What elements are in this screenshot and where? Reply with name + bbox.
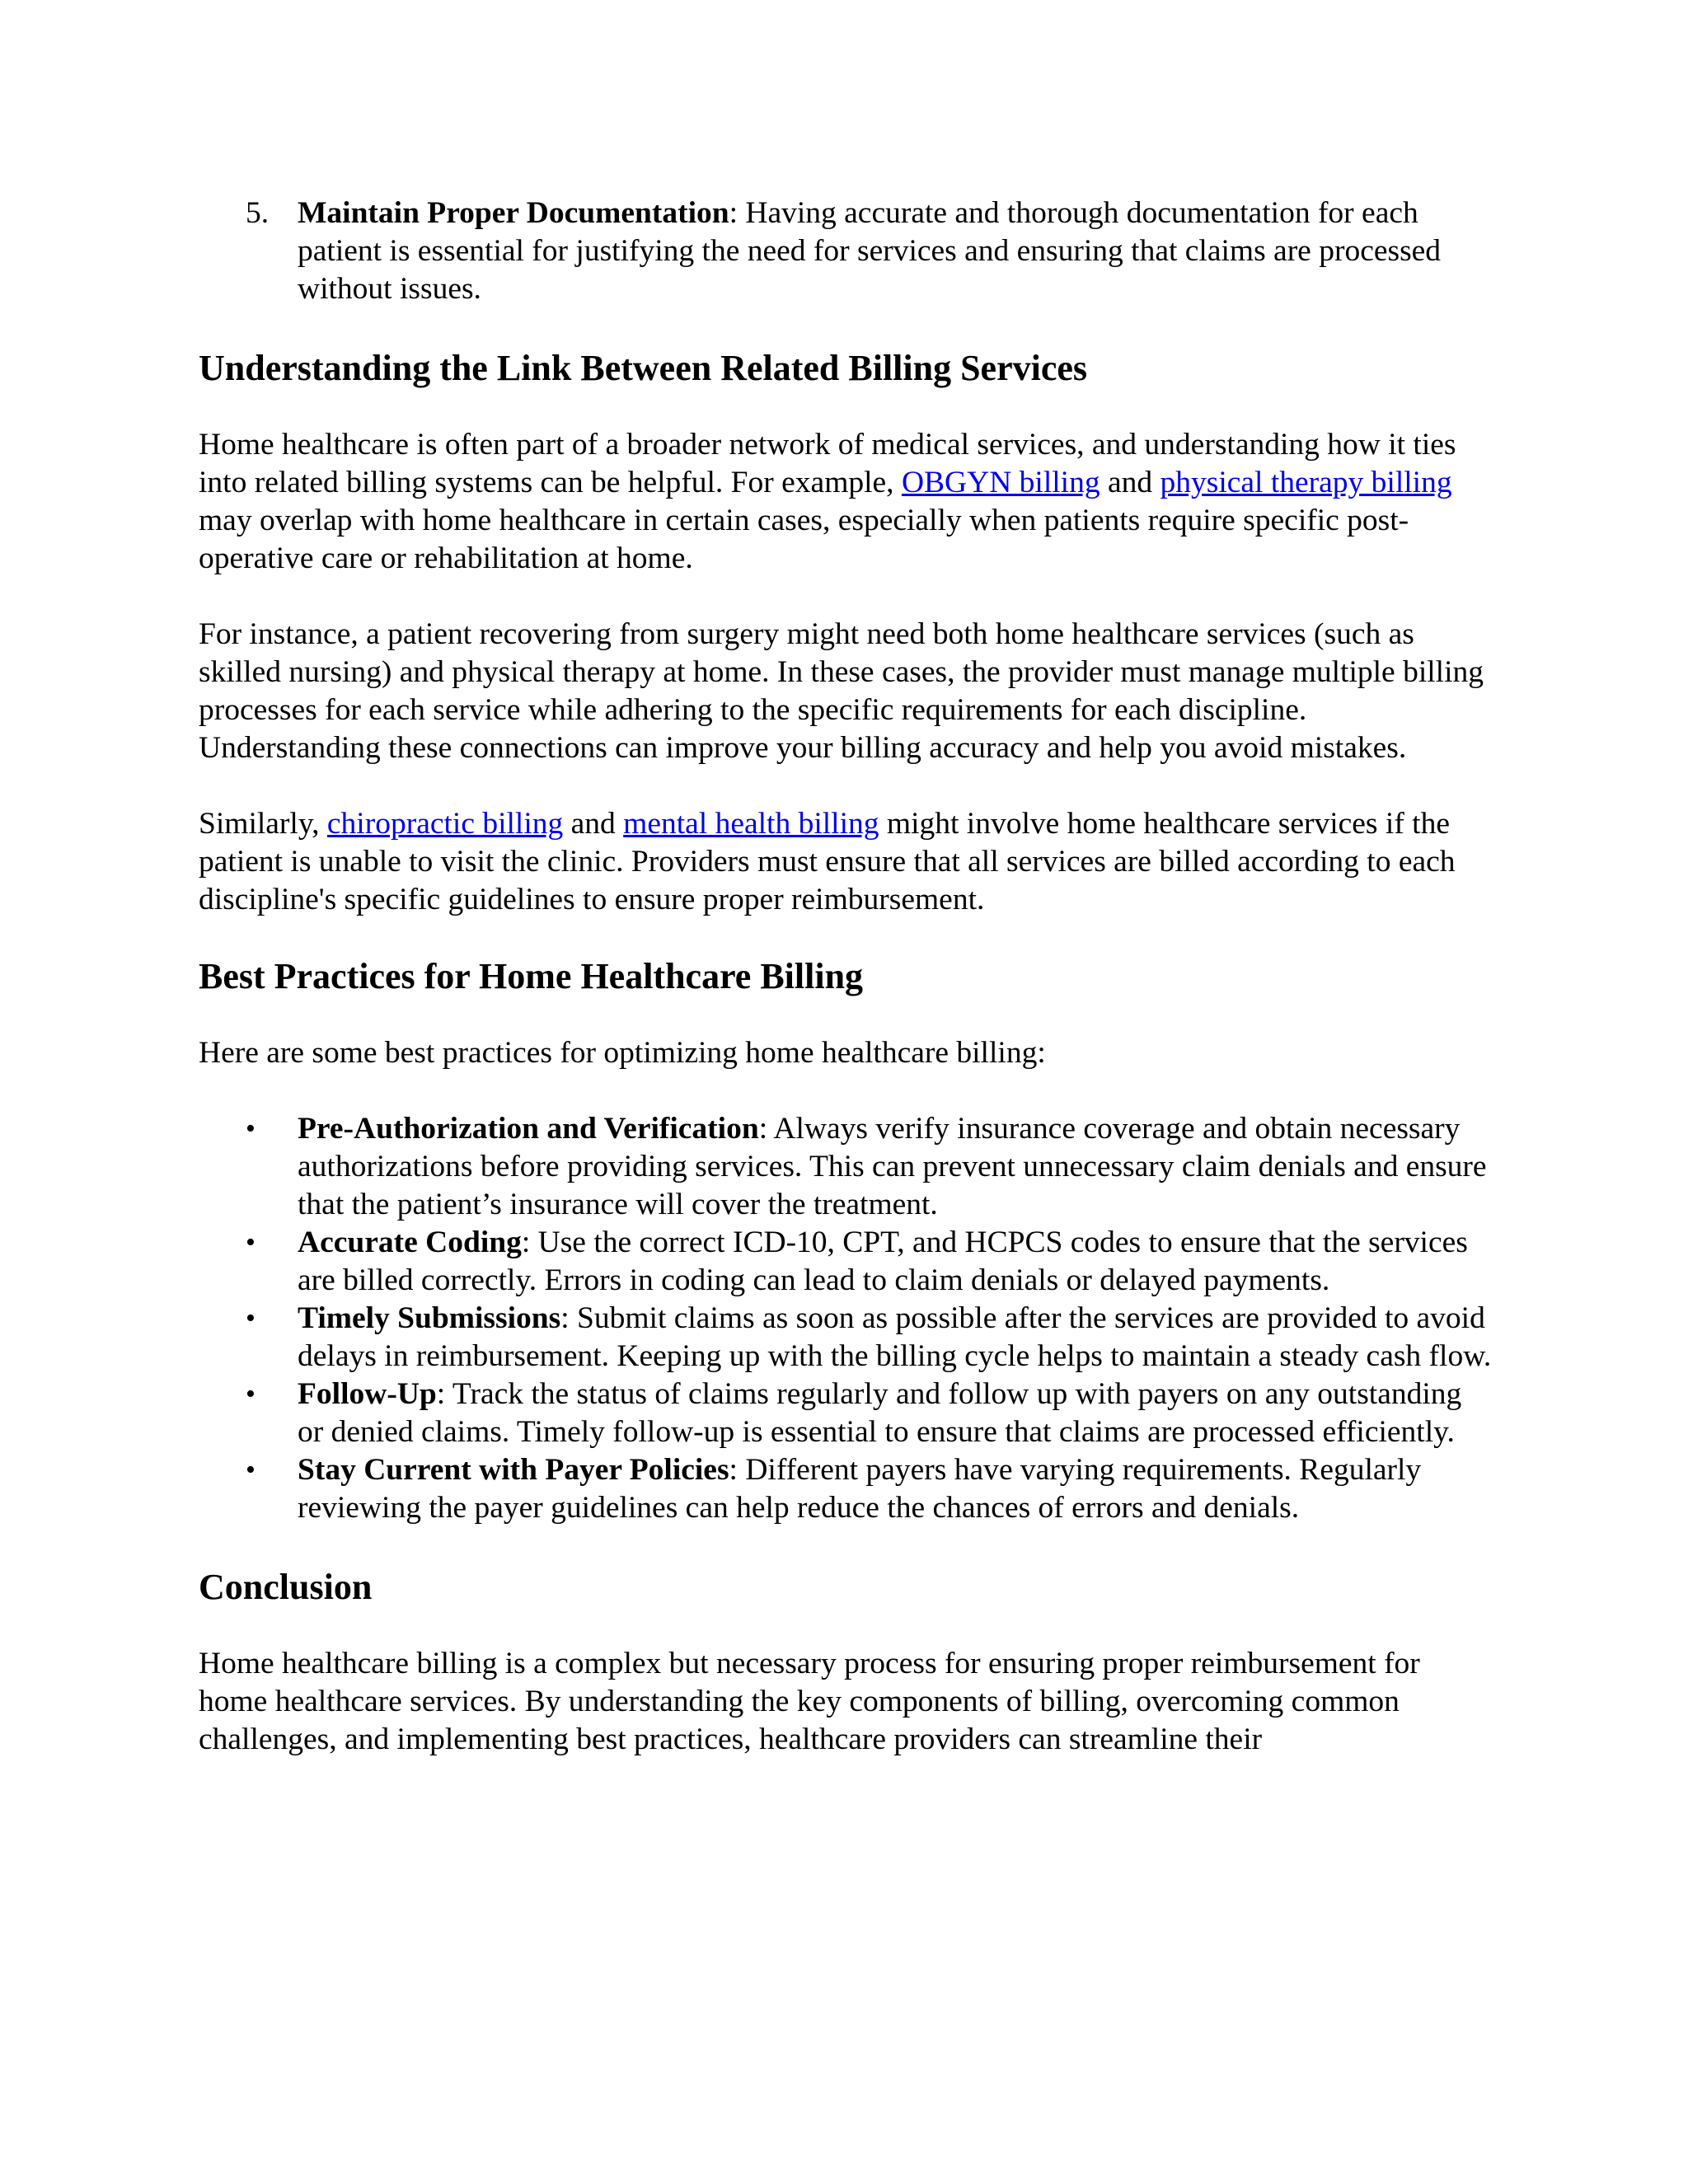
paragraph: Here are some best practices for optimizing home healthcare billing:	[199, 1036, 1046, 1070]
list-item	[199, 1224, 1493, 1300]
paragraph: Home healthcare billing is a complex but necessary process for ensuring proper reimbursement for home healthcare services. By understanding the key components of billing, overcoming common challenges, and implementing best practices, healthcare providers can streamline their	[199, 1647, 1420, 1756]
list-item-title: Maintain Proper Documentation	[298, 196, 729, 230]
bullet-icon: •	[246, 1379, 256, 1409]
list-item	[199, 1451, 1493, 1527]
list-item-text: : Use the correct ICD-10, CPT, and HCPCS codes to ensure that the services are billed correctly. Errors in coding can lead to claim denials or delayed payments.	[298, 1226, 1468, 1297]
paragraph-text: Similarly,	[199, 807, 327, 841]
list-item	[199, 1376, 1493, 1451]
list-item-title: Follow-Up	[298, 1377, 437, 1411]
paragraph-text: and	[563, 807, 624, 841]
list-item-text: : Submit claims as soon as possible after the services are provided to avoid delays in reimbursement. Keeping up with the billing cycle helps to maintain a steady cash flow.	[298, 1301, 1492, 1373]
bullet-icon: •	[246, 1113, 256, 1144]
bullet-list	[199, 1110, 1493, 1527]
paragraph	[199, 805, 1493, 919]
paragraph	[199, 426, 1493, 578]
mental-health-billing-link[interactable]: mental health billing	[623, 807, 879, 841]
section-heading-best-practices: Best Practices for Home Healthcare Billing	[199, 956, 864, 996]
list-item-text: : Always verify insurance coverage and obtain necessary authorizations before providing services. This can prevent unnecessary claim denials and ensure that the patient’s insurance will cover the treatment.	[298, 1112, 1487, 1221]
physical-therapy-billing-link[interactable]: physical therapy billing	[1160, 466, 1452, 499]
list-item-text: : Track the status of claims regularly and follow up with payers on any outstanding or denied claims. Timely follow-up is essential to ensure that claims are processed efficiently.	[298, 1377, 1462, 1449]
list-item	[199, 194, 1493, 308]
paragraph-text: and	[1100, 466, 1160, 499]
list-item-title: Stay Current with Payer Policies	[298, 1453, 729, 1487]
list-item-title: Timely Submissions	[298, 1301, 561, 1335]
obgyn-billing-link[interactable]: OBGYN billing	[901, 466, 1100, 499]
paragraph-text: might involve home healthcare services if the patient is unable to visit the clinic. Providers must ensure that all services are billed according to each discipline's specific guidelines to ensure proper reimbursement.	[199, 807, 1456, 916]
paragraph: For instance, a patient recovering from surgery might need both home healthcare services (such as skilled nursing) and physical therapy at home. In these cases, the provider must manage multiple billing processes for each service while adhering to the specific requirements for each discipline. Understanding these connections can improve your billing accuracy and help you avoid mistakes.	[199, 617, 1484, 765]
bullet-icon: •	[246, 1455, 256, 1485]
bullet-icon: •	[246, 1227, 256, 1258]
section-heading-conclusion: Conclusion	[199, 1567, 373, 1607]
list-item-text: : Different payers have varying requirements. Regularly reviewing the payer guidelines can help reduce the chances of errors and denials.	[298, 1453, 1422, 1525]
section-heading-link: Understanding the Link Between Related Billing Services	[199, 348, 1088, 388]
bullet-icon: •	[246, 1303, 256, 1333]
document-page	[199, 194, 1493, 1759]
paragraph-text: Home healthcare is often part of a broader network of medical services, and understanding how it ties into related billing systems can be helpful. For example,	[199, 428, 1456, 499]
list-item	[199, 1300, 1493, 1376]
list-number: 5.	[246, 196, 270, 230]
numbered-list	[199, 194, 1493, 308]
chiropractic-billing-link[interactable]: chiropractic billing	[326, 807, 564, 841]
list-item	[199, 1110, 1493, 1224]
list-item-title: Accurate Coding	[298, 1226, 522, 1259]
list-item-text: : Having accurate and thorough documentation for each patient is essential for justifying the need for services and ensuring that claims are processed without issues.	[298, 196, 1442, 306]
list-item-title: Pre-Authorization and Verification	[298, 1112, 759, 1146]
paragraph-text: may overlap with home healthcare in certain cases, especially when patients require specific post-operative care or rehabilitation at home.	[199, 504, 1409, 575]
